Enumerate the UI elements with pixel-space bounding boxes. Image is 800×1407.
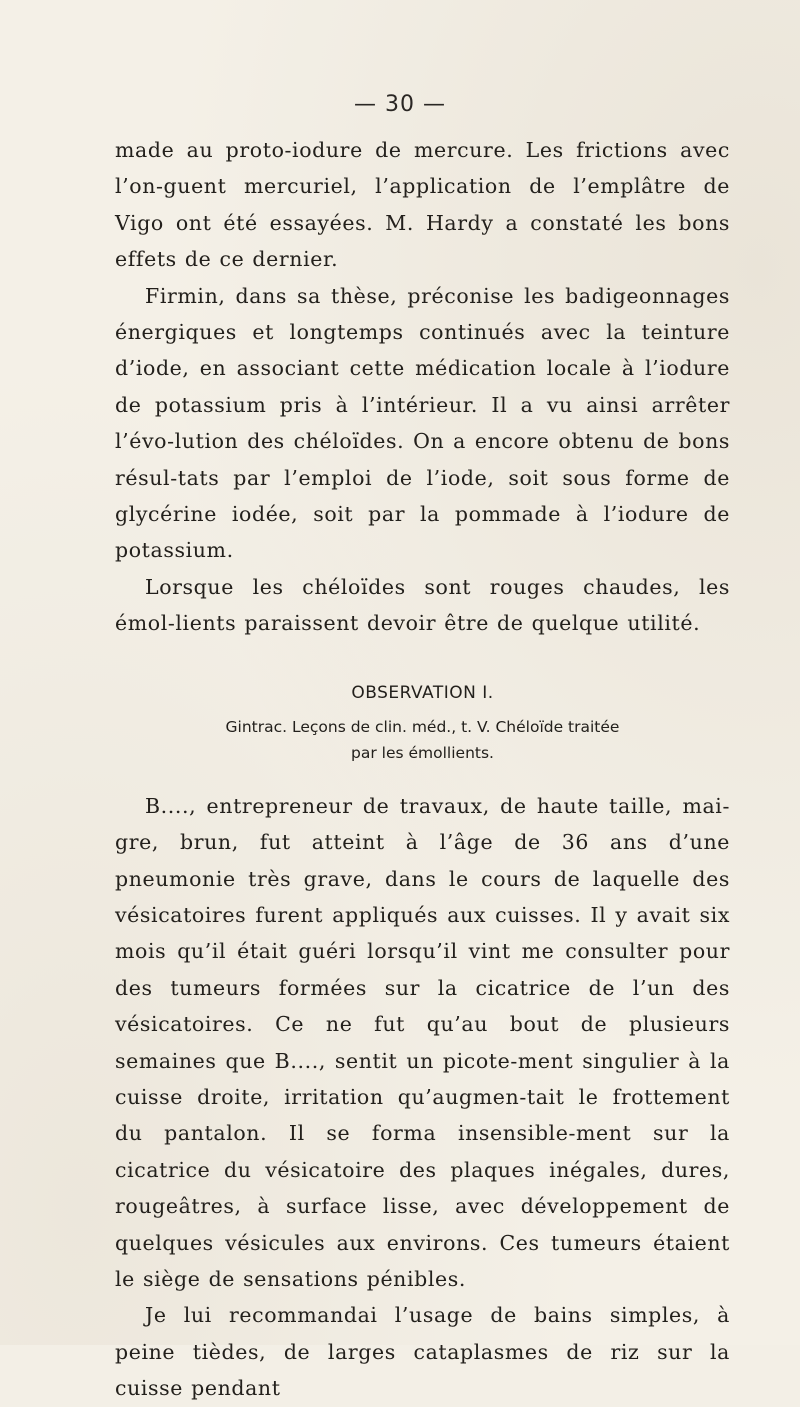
observation-reference-line-2: par les émollients. <box>351 743 494 762</box>
page-number: — 30 — <box>354 92 446 117</box>
observation-title: OBSERVATION I. <box>351 682 494 703</box>
observation-reference <box>115 714 730 766</box>
paragraph-continuation: made au proto-iodure de mercure. Les frictions avec l’on-guent mercuriel, l’application de l’emplâtre de Vigo ont été essayées. M. Hardy a constaté les bons effets de ce dernier. <box>115 138 730 272</box>
section-spacer <box>115 766 730 788</box>
paragraph-emollients: Lorsque les chéloïdes sont rouges chaudes, les émol-lients paraissent devoir être de quelque utilité. <box>115 574 730 636</box>
paragraph-firmin: Firmin, dans sa thèse, préconise les badigeonnages énergiques et longtemps continués avec la teinture d’iode, en associant cette médication locale à l’iodure de potassium pris à l’intérieur. Il a vu ainsi arrêter l’évo-lution des chéloïdes. On a encore obtenu de bons résul-tats par l’emploi de l’iode, soit sous forme de glycérine iodée, soit par la pommade à l’iodure de potassium. <box>115 283 730 563</box>
paragraph-case-history: B...., entrepreneur de travaux, de haute taille, mai-gre, brun, fut atteint à l’âge de 36 ans d’une pneumonie très grave, dans le cours de laquelle des vésicatoires furent appliqués aux cuisses. Il y avait six mois qu’il était guéri lorsqu’il vint me consulter pour des tumeurs formées sur la cicatrice de l’un des vésicatoires. Ce ne fut qu’au bout de plusieurs semaines que B...., sentit un picote-ment singulier à la cuisse droite, irritation qu’augmen-tait le frottement du pantalon. Il se forma insensible-ment sur la cicatrice du vésicatoire des plaques inégales, dures, rougeâtres, à surface lisse, avec développement de quelques vésicules aux environs. Ces tumeurs étaient le siège de sensations pénibles. <box>115 793 730 1291</box>
observation-reference-line-1: Gintrac. Leçons de clin. méd., t. V. Chéloïde traitée <box>225 717 620 736</box>
body-text <box>115 132 730 1407</box>
paragraph-treatment: Je lui recommandai l’usage de bains simples, à peine tièdes, de larges cataplasmes de riz sur la cuisse pendant <box>115 1303 730 1401</box>
